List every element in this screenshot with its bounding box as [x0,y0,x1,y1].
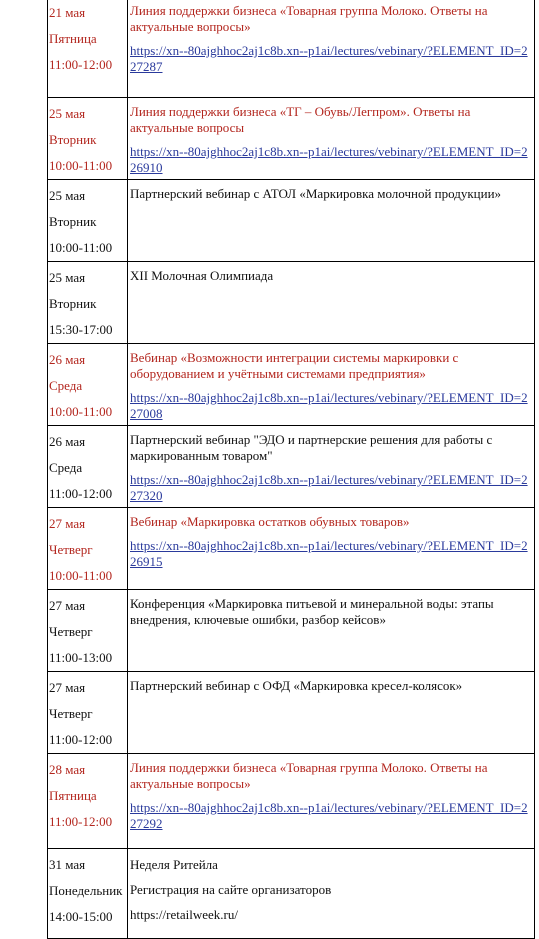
event-time: 14:00-15:00 [49,909,113,924]
event-description [128,849,535,939]
event-title: Неделя Ритейла [130,857,218,872]
event-description [128,508,535,590]
event-datetime [48,0,128,98]
event-date: 25 мая [49,188,86,203]
event-date: 26 мая [49,434,86,449]
event-date: 27 мая [49,598,86,613]
table-row [48,508,535,590]
event-datetime [48,590,128,672]
event-title: Партнерский вебинар с АТОЛ «Маркировка молочной продукции» [130,186,502,201]
event-date: 25 мая [49,106,86,121]
event-description [128,180,535,262]
event-weekday: Четверг [49,706,93,721]
event-link[interactable]: https://xn--80ajghhoc2aj1c8b.xn--p1ai/lectures/vebinary/?ELEMENT_ID=227292 [130,800,528,831]
event-datetime [48,98,128,180]
event-description [128,262,535,344]
event-link[interactable]: https://xn--80ajghhoc2aj1c8b.xn--p1ai/lectures/vebinary/?ELEMENT_ID=227287 [130,43,528,74]
event-time: 10:00-11:00 [49,568,113,583]
event-description [128,344,535,426]
table-row [48,590,535,672]
event-datetime [48,672,128,754]
event-date: 28 мая [49,762,86,777]
event-title: XII Молочная Олимпиада [130,268,274,283]
event-date: 21 мая [49,5,86,20]
event-weekday: Среда [49,378,83,393]
event-weekday: Вторник [49,132,97,147]
event-date: 26 мая [49,352,86,367]
event-weekday: Пятница [49,788,97,803]
event-title: Линия поддержки бизнеса «ТГ – Обувь/Легпром». Ответы на актуальные вопросы [130,104,471,135]
event-time: 11:00-12:00 [49,486,113,501]
event-title: Вебинар «Возможности интеграции системы маркировки с оборудованием и учётными системами предприятия» [130,350,459,381]
event-datetime [48,262,128,344]
event-link[interactable]: https://xn--80ajghhoc2aj1c8b.xn--p1ai/lectures/vebinary/?ELEMENT_ID=227320 [130,472,528,503]
event-description [128,98,535,180]
event-description [128,426,535,508]
table-row [48,344,535,426]
event-description [128,590,535,672]
event-time: 10:00-11:00 [49,240,113,255]
event-datetime [48,849,128,939]
event-schedule-table [47,0,535,939]
event-url[interactable]: https://retailweek.ru/ [130,907,238,922]
event-weekday: Четверг [49,624,93,639]
table-row [48,0,535,98]
table-row [48,754,535,849]
table-row [48,426,535,508]
event-datetime [48,754,128,849]
event-time: 15:30-17:00 [49,322,113,337]
event-time: 11:00-12:00 [49,57,113,72]
event-weekday: Вторник [49,214,97,229]
event-time: 11:00-13:00 [49,650,113,665]
event-title: Линия поддержки бизнеса «Товарная группа Молоко. Ответы на актуальные вопросы» [130,3,488,34]
event-datetime [48,344,128,426]
event-title: Партнерский вебинар с ОФД «Маркировка кресел-колясок» [130,678,463,693]
event-title: Партнерский вебинар "ЭДО и партнерские решения для работы с маркированным товаром" [130,432,493,463]
table-row [48,849,535,939]
event-description [128,0,535,98]
schedule-body [48,0,535,939]
event-date: 25 мая [49,270,86,285]
table-row [48,98,535,180]
event-title: Конференция «Маркировка питьевой и минеральной воды: этапы внедрения, ключевые ошибки, разбор кейсов» [130,596,494,627]
event-description [128,754,535,849]
event-datetime [48,508,128,590]
event-weekday: Пятница [49,31,97,46]
event-link[interactable]: https://xn--80ajghhoc2aj1c8b.xn--p1ai/lectures/vebinary/?ELEMENT_ID=226915 [130,538,528,569]
event-date: 27 мая [49,516,86,531]
event-time: 10:00-11:00 [49,158,113,173]
event-date: 31 мая [49,857,86,872]
event-title: Вебинар «Маркировка остатков обувных товаров» [130,514,410,529]
event-datetime [48,180,128,262]
event-date: 27 мая [49,680,86,695]
event-weekday: Четверг [49,542,93,557]
event-link[interactable]: https://xn--80ajghhoc2aj1c8b.xn--p1ai/lectures/vebinary/?ELEMENT_ID=226910 [130,144,528,175]
event-time: 11:00-12:00 [49,814,113,829]
event-weekday: Среда [49,460,83,475]
table-row [48,180,535,262]
event-weekday: Понедельник [49,883,123,898]
event-link[interactable]: https://xn--80ajghhoc2aj1c8b.xn--p1ai/lectures/vebinary/?ELEMENT_ID=227008 [130,390,528,421]
event-time: 11:00-12:00 [49,732,113,747]
event-time: 10:00-11:00 [49,404,113,419]
table-row [48,672,535,754]
table-row [48,262,535,344]
event-registration-note: Регистрация на сайте организаторов [130,882,332,897]
event-title: Линия поддержки бизнеса «Товарная группа Молоко. Ответы на актуальные вопросы» [130,760,488,791]
event-description [128,672,535,754]
event-weekday: Вторник [49,296,97,311]
event-datetime [48,426,128,508]
